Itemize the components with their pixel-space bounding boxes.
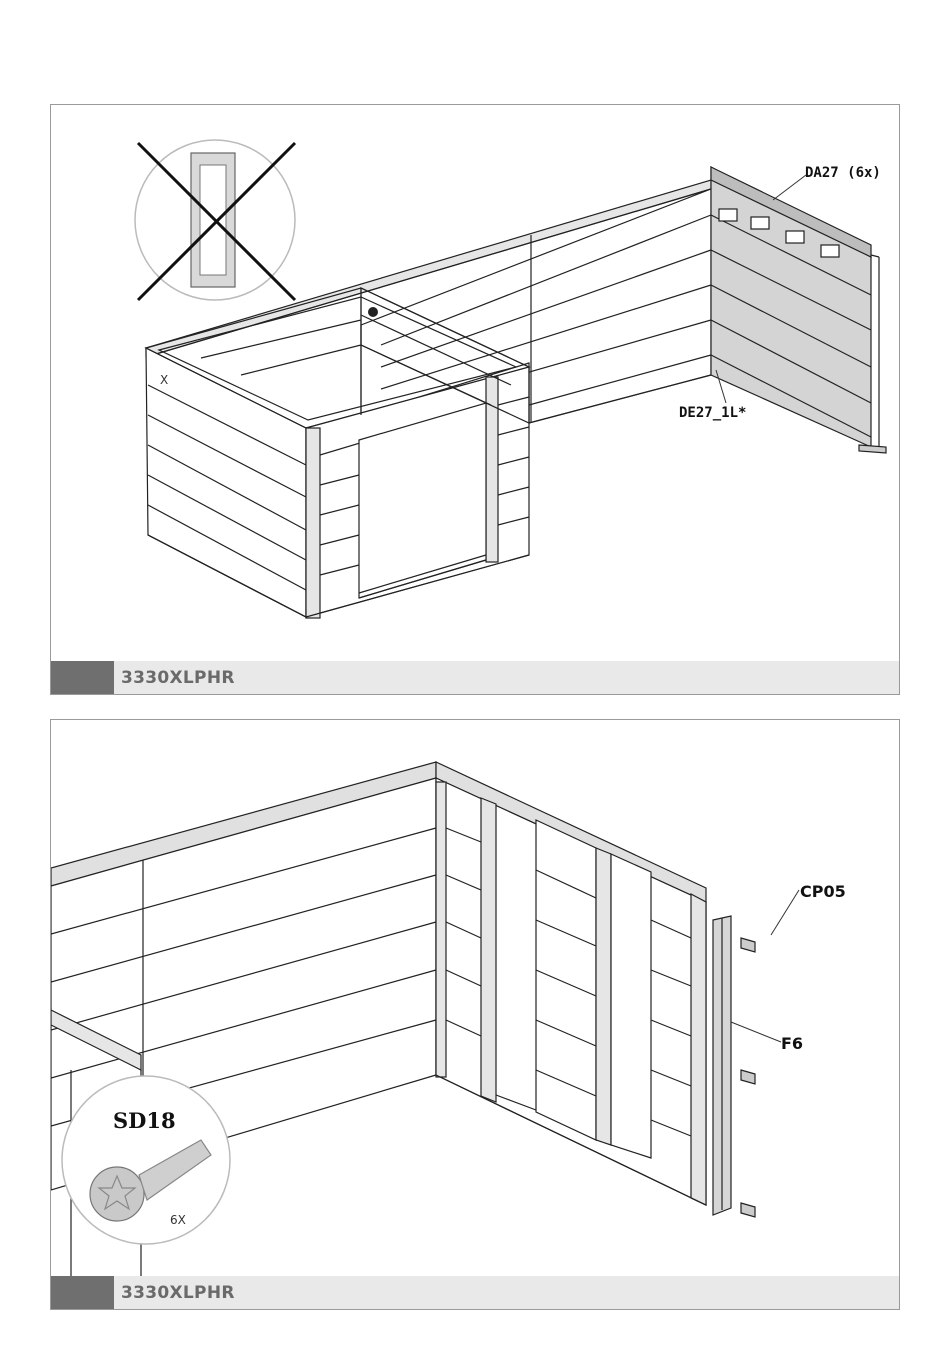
footer-tab [51, 1276, 114, 1309]
part-label-cp05: CP05 [800, 882, 846, 901]
model-code: 3330XLPHR [121, 1283, 235, 1303]
screw-quantity: 6X [170, 1213, 186, 1227]
page-footer-2 [51, 1276, 899, 1309]
shed-walls-illustration [51, 105, 899, 694]
part-label-f6: F6 [781, 1034, 804, 1053]
part-label-da27: DA27 (6x) [805, 165, 881, 181]
screw-callout [62, 1076, 230, 1244]
footer-tab [51, 661, 114, 694]
assembly-step-panel-2 [50, 719, 900, 1310]
corner-mark: X [160, 373, 169, 387]
page-footer [51, 661, 899, 694]
model-code: 3330XLPHR [121, 668, 235, 688]
screw-part-label: SD18 [113, 1108, 176, 1133]
assembly-step-panel-1 [50, 104, 900, 695]
part-label-de27: DE27_1L* [679, 405, 747, 421]
no-window-icon [135, 140, 295, 300]
